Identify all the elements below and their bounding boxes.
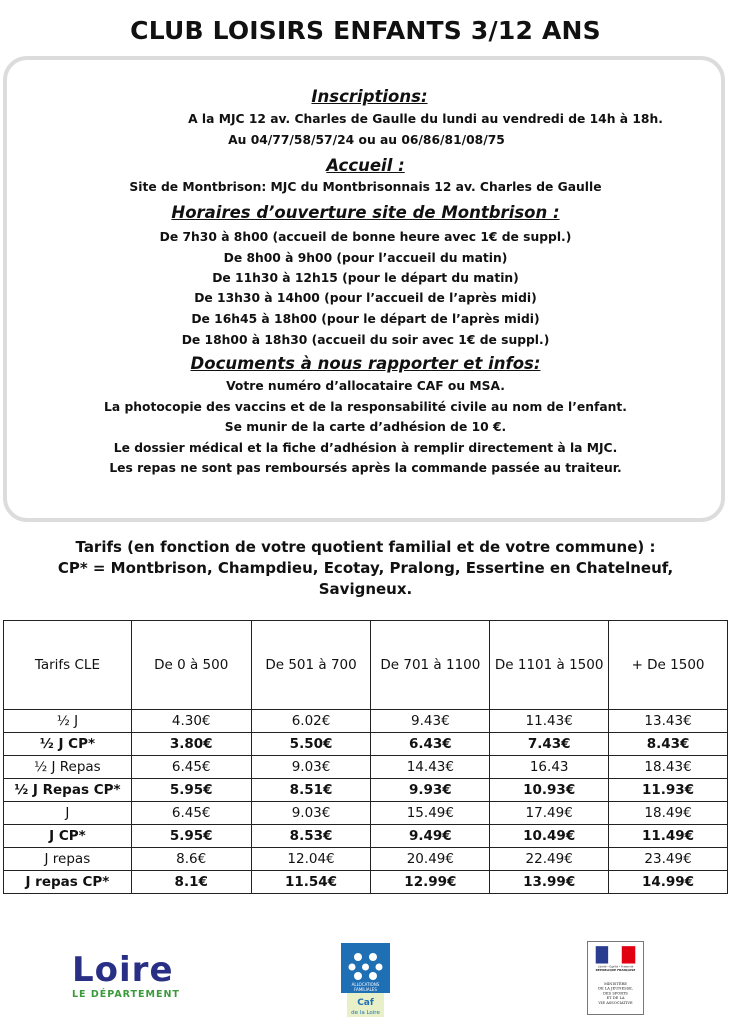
price-cell: 15.49€: [371, 802, 490, 825]
price-cell: 11.43€: [490, 710, 609, 733]
caf-text: FAMILIALES: [354, 987, 377, 992]
price-cell: 9.49€: [371, 825, 490, 848]
table-row: [4, 733, 728, 756]
price-cell: 7.43€: [490, 733, 609, 756]
documents-line: La photocopie des vaccins et de la responsabilité civile au nom de l’enfant.: [104, 400, 627, 414]
horaire-line: De 8h00 à 9h00 (pour l’accueil du matin): [223, 251, 508, 265]
price-cell: 18.43€: [609, 756, 728, 779]
svg-text:ET DE LA: ET DE LA: [606, 996, 625, 1001]
price-cell: 12.04€: [251, 848, 371, 871]
price-cell: 3.80€: [131, 733, 251, 756]
svg-text:DES SPORTS: DES SPORTS: [603, 991, 628, 996]
documents-line: Votre numéro d’allocataire CAF ou MSA.: [226, 379, 505, 393]
loire-logo-word: Loire: [72, 950, 174, 990]
price-cell: 10.93€: [490, 779, 609, 802]
price-cell: 9.93€: [371, 779, 490, 802]
table-row: [4, 779, 728, 802]
price-cell: 5.95€: [131, 779, 251, 802]
svg-text:Liberté • Égalité • Fraternité: Liberté • Égalité • Fraternité: [597, 965, 634, 969]
price-cell: 13.43€: [609, 710, 728, 733]
documents-line: Le dossier médical et la fiche d’adhésion à remplir directement à la MJC.: [113, 441, 618, 455]
price-cell: 11.49€: [609, 825, 728, 848]
row-label: J repas CP*: [4, 871, 132, 894]
documents-line: Se munir de la carte d’adhésion de 10 €.: [224, 420, 507, 434]
tarifs-title-line: CP* = Montbrison, Champdieu, Ecotay, Pralong, Essertine en Chatelneuf,: [57, 559, 674, 577]
loire-logo: [72, 950, 180, 1000]
price-cell: 11.54€: [251, 871, 371, 894]
price-cell: 6.43€: [371, 733, 490, 756]
price-cell: 8.51€: [251, 779, 371, 802]
price-cell: 22.49€: [490, 848, 609, 871]
table-body: [4, 710, 728, 894]
svg-text:VIE ASSOCIATIVE: VIE ASSOCIATIVE: [598, 1001, 633, 1006]
row-label: J repas: [4, 848, 132, 871]
table-header: Tarifs CLE: [4, 621, 132, 710]
price-cell: 13.99€: [490, 871, 609, 894]
table-row: [4, 802, 728, 825]
ministere-logo: [587, 941, 644, 1015]
row-label: ½ J Repas CP*: [4, 779, 132, 802]
horaire-line: De 16h45 à 18h00 (pour le départ de l’après midi): [191, 312, 540, 326]
table-header: + De 1500: [609, 621, 728, 710]
accueil-heading: Accueil :: [326, 156, 405, 175]
inscriptions-line: Au 04/77/58/57/24 ou au 06/86/81/08/75: [228, 133, 505, 147]
price-cell: 14.43€: [371, 756, 490, 779]
row-label: J CP*: [4, 825, 132, 848]
horaire-line: De 13h30 à 14h00 (pour l’accueil de l’après midi): [194, 291, 537, 305]
price-cell: 8.6€: [131, 848, 251, 871]
price-cell: 10.49€: [490, 825, 609, 848]
loire-logo-subtitle: LE DÉPARTEMENT: [72, 989, 180, 1000]
price-cell: 9.03€: [251, 756, 371, 779]
price-cell: 8.53€: [251, 825, 371, 848]
inscriptions-heading: Inscriptions:: [311, 87, 428, 106]
horaire-line: De 18h00 à 18h30 (accueil du soir avec 1€ de suppl.): [181, 333, 550, 347]
price-cell: 17.49€: [490, 802, 609, 825]
row-label: ½ J CP*: [4, 733, 132, 756]
documents-line: Les repas ne sont pas remboursés après la commande passée au traiteur.: [109, 461, 622, 475]
caf-text: de la Loire: [351, 1010, 380, 1016]
table-row: [4, 825, 728, 848]
price-cell: 20.49€: [371, 848, 490, 871]
table-header: De 501 à 700: [251, 621, 371, 710]
price-cell: 16.43: [490, 756, 609, 779]
caf-text: ALLOCATIONS: [351, 982, 380, 987]
table-row: [4, 756, 728, 779]
tarifs-title-line: Savigneux.: [318, 580, 413, 598]
caf-text: Caf: [357, 998, 374, 1008]
horaire-line: De 7h30 à 8h00 (accueil de bonne heure avec 1€ de suppl.): [159, 230, 572, 244]
price-cell: 11.93€: [609, 779, 728, 802]
documents-heading: Documents à nous rapporter et infos:: [190, 354, 541, 373]
table-header: De 1101 à 1500: [490, 621, 609, 710]
row-label: J: [4, 802, 132, 825]
price-cell: 8.43€: [609, 733, 728, 756]
price-cell: 6.02€: [251, 710, 371, 733]
page-title: CLUB LOISIRS ENFANTS 3/12 ANS: [130, 16, 601, 45]
table-row: [4, 848, 728, 871]
tarifs-table: [3, 620, 728, 894]
price-cell: 18.49€: [609, 802, 728, 825]
row-label: ½ J: [4, 710, 132, 733]
price-cell: 9.43€: [371, 710, 490, 733]
price-cell: 5.95€: [131, 825, 251, 848]
table-header-row: [4, 621, 728, 710]
svg-text:RÉPUBLIQUE FRANÇAISE: RÉPUBLIQUE FRANÇAISE: [595, 968, 636, 973]
horaire-line: De 11h30 à 12h15 (pour le départ du matin): [212, 271, 519, 285]
horaires-heading: Horaires d’ouverture site de Montbrison :: [171, 203, 560, 222]
price-cell: 5.50€: [251, 733, 371, 756]
price-cell: 6.45€: [131, 756, 251, 779]
price-cell: 6.45€: [131, 802, 251, 825]
inscriptions-line: A la MJC 12 av. Charles de Gaulle du lundi au vendredi de 14h à 18h.: [188, 112, 663, 126]
price-cell: 14.99€: [609, 871, 728, 894]
price-cell: 23.49€: [609, 848, 728, 871]
table-header: De 701 à 1100: [371, 621, 490, 710]
table-row: [4, 710, 728, 733]
table-row: [4, 871, 728, 894]
price-cell: 12.99€: [371, 871, 490, 894]
tarifs-title-line: Tarifs (en fonction de votre quotient familial et de votre commune) :: [75, 538, 656, 556]
svg-text:DE LA JEUNESSE,: DE LA JEUNESSE,: [598, 986, 633, 991]
price-cell: 8.1€: [131, 871, 251, 894]
table-header: De 0 à 500: [131, 621, 251, 710]
row-label: ½ J Repas: [4, 756, 132, 779]
price-cell: 9.03€: [251, 802, 371, 825]
caf-logo: [341, 943, 390, 1017]
svg-text:MINISTÈRE: MINISTÈRE: [604, 981, 627, 986]
accueil-line: Site de Montbrison: MJC du Montbrisonnais 12 av. Charles de Gaulle: [129, 180, 602, 194]
price-cell: 4.30€: [131, 710, 251, 733]
